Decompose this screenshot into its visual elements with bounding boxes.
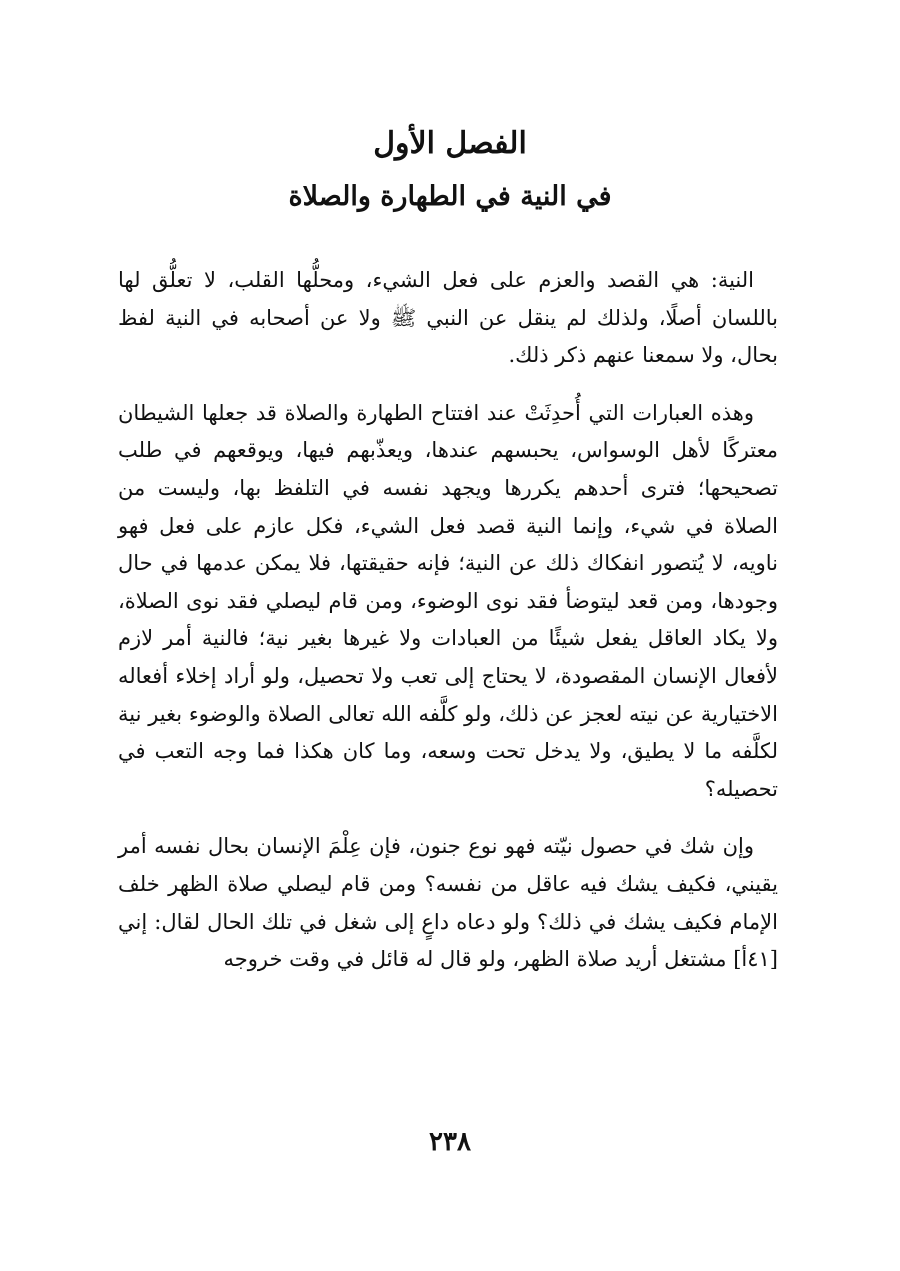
- body-text: [118, 262, 778, 979]
- chapter-subtitle: في النية في الطهارة والصلاة: [288, 181, 612, 212]
- page-number: ٢٣٨: [429, 1127, 471, 1157]
- paragraph-doubt-in-intention: وإن شك في حصول نيّته فهو نوع جنون، فإن عِلْمَ الإنسان بحال نفسه أمر يقيني، فكيف يشك فيه عاقل من نفسه؟ ومن قام ليصلي صلاة الظهر خلف الإمام فكيف يشك في ذلك؟ ولو دعاه داعٍ إلى شغل في تلك الحال لقال: إني [٤١أ] مشتغل أريد صلاة الظهر، ولو قال له قائل في وقت خروجه: [118, 834, 778, 972]
- paragraph-innovated-phrases: وهذه العبارات التي أُحدِثَتْ عند افتتاح الطهارة والصلاة قد جعلها الشيطان معتركًا لأهل الوسواس، يحبسهم عندها، ويعذّبهم فيها، ويوقعهم في طلب تصحيحها؛ فترى أحدهم يكررها ويجهد نفسه في التلفظ بها، وليست من الصلاة في شيء، وإنما النية قصد فعل الشيء، فكل عازم على فعل فهو ناويه، لا يُتصور انفكاك ذلك عن النية؛ فإنه حقيقتها، فلا يمكن عدمها في حال وجودها، ومن قعد ليتوضأ فقد نوى الوضوء، ومن قام ليصلي فقد نوى الصلاة، ولا يكاد العاقل يفعل شيئًا من العبادات ولا غيرها بغير نية؛ فالنية أمر لازم لأفعال الإنسان المقصودة، لا يحتاج إلى تعب ولا تحصيل، ولو أراد إخلاء أفعاله الاختيارية عن نيته لعجز عن ذلك، ولو كلَّفه الله تعالى الصلاة والوضوء بغير نية لكلَّفه ما لا يطيق، ولا يدخل تحت وسعه، وما كان هكذا فما وجه التعب في تحصيله؟: [118, 400, 778, 801]
- chapter-title: الفصل الأول: [373, 126, 527, 161]
- paragraph-intention-definition: النية: هي القصد والعزم على فعل الشيء، ومحلُّها القلب، لا تعلُّق لها باللسان أصلًا، ولذلك لم ينقل عن النبي ﷺ ولا عن أصحابه في النية لفظ بحال، ولا سمعنا عنهم ذكر ذلك.: [118, 268, 778, 368]
